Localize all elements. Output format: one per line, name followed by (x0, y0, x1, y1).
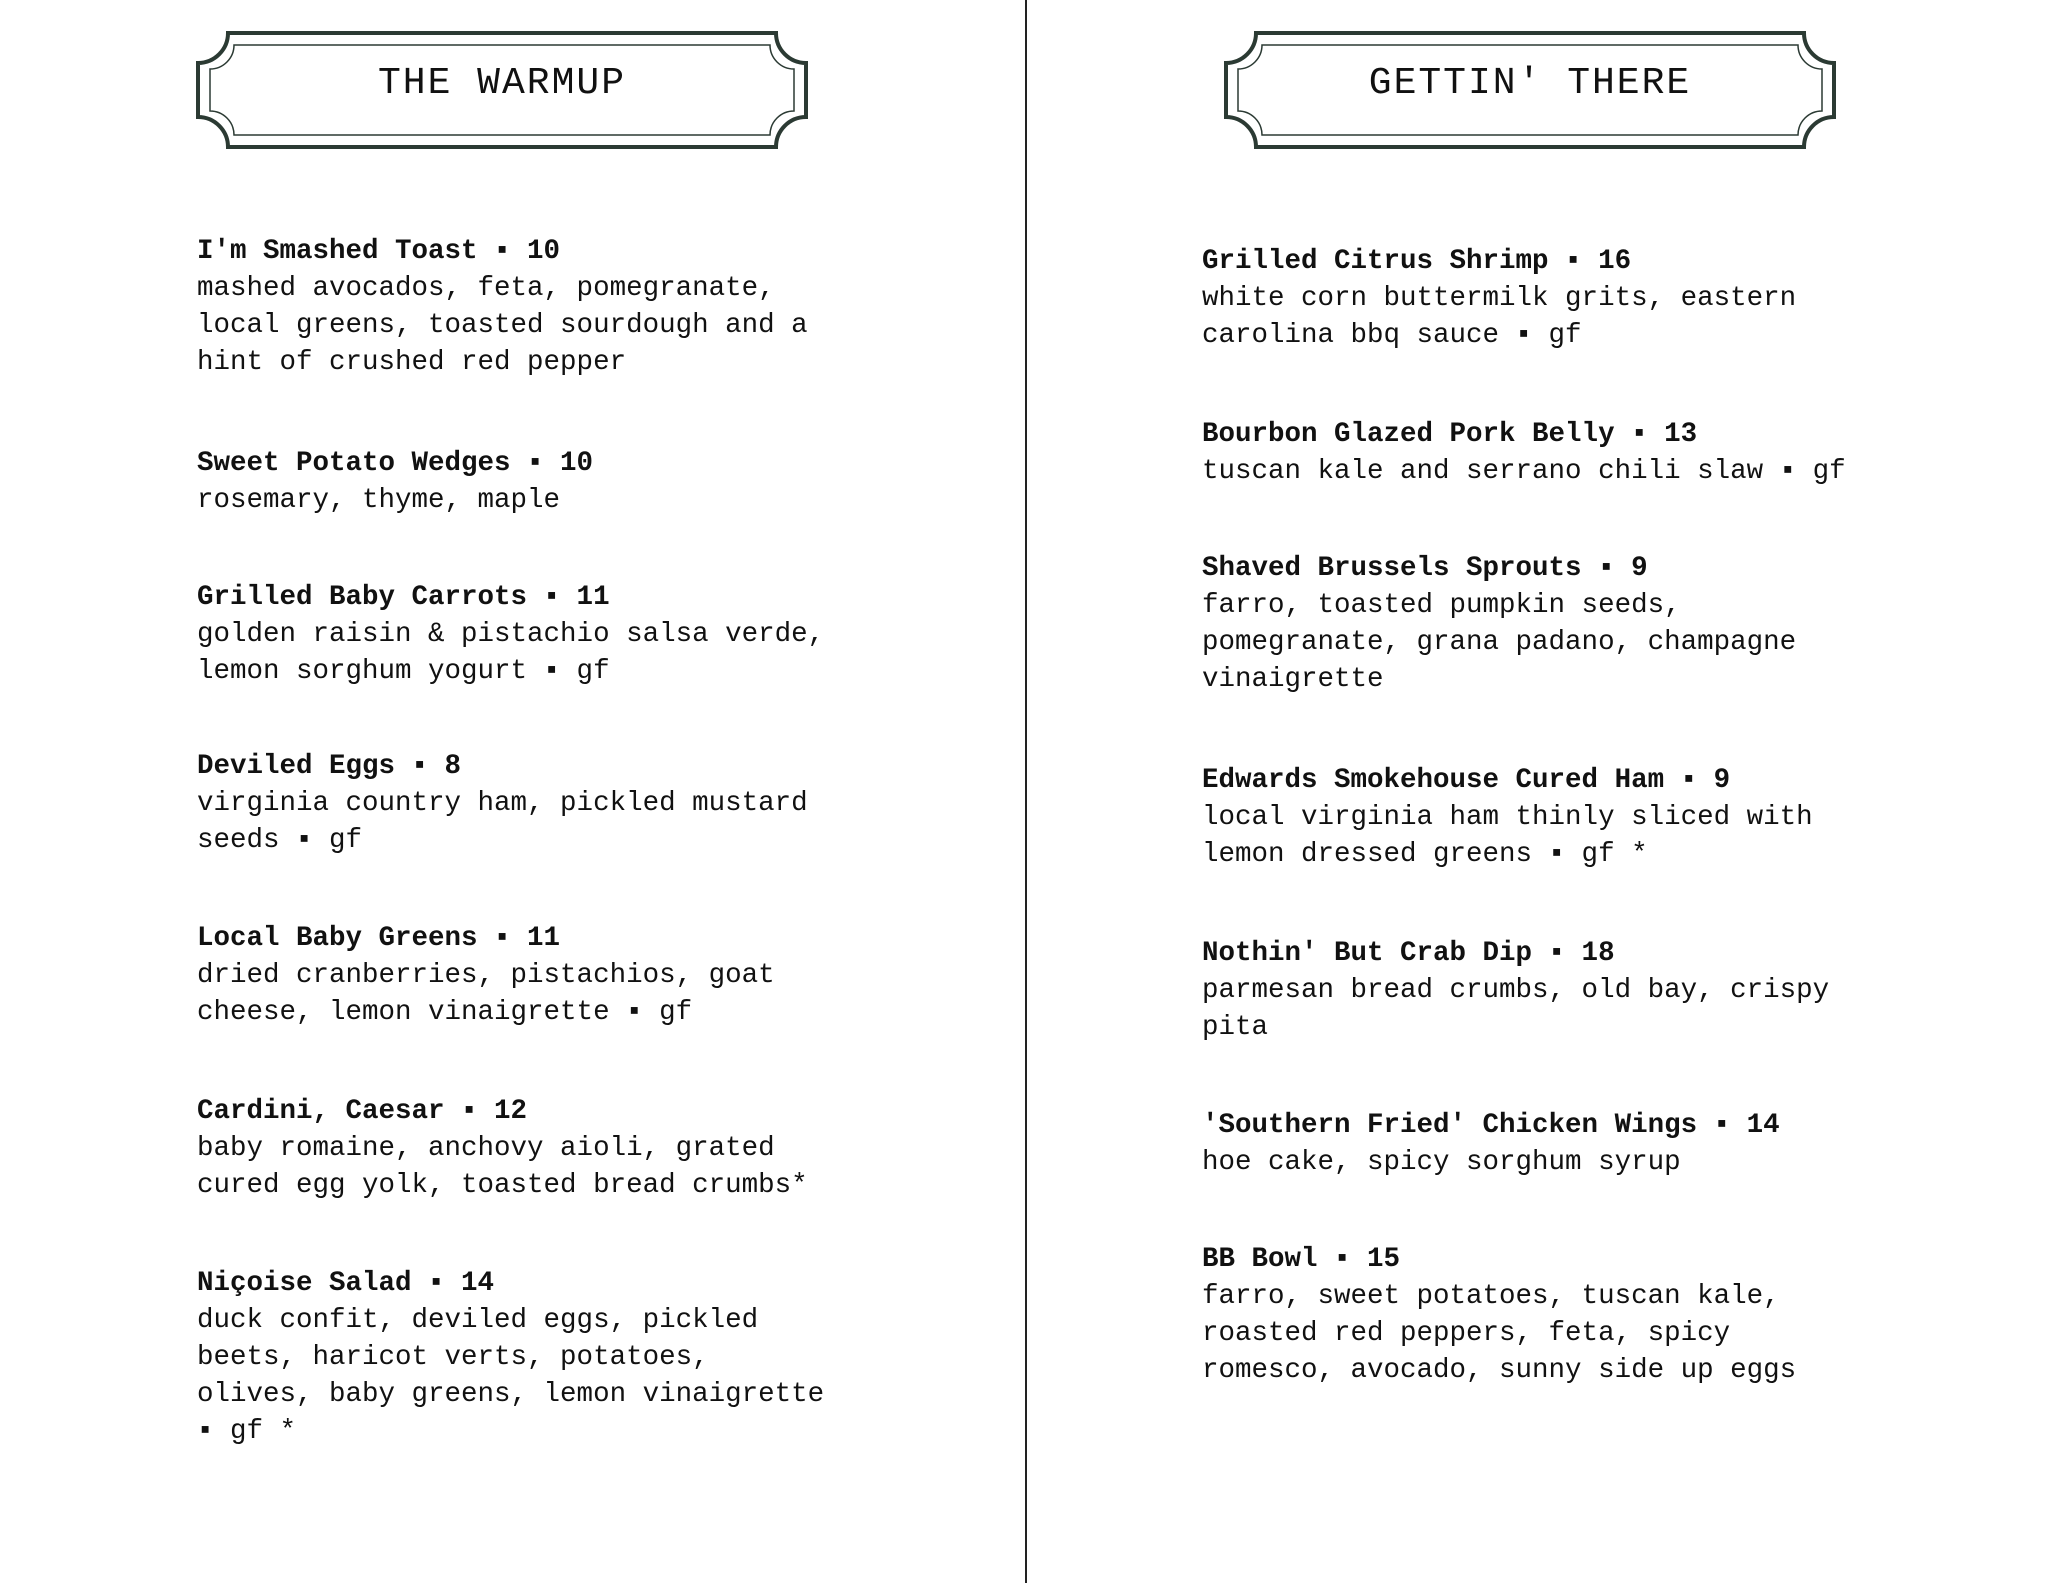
menu-column-right (1026, 0, 2048, 1583)
menu-item-description: duck confit, deviled eggs, pickled beets, haricot verts, potatoes, olives, baby greens, lemon vinaigrette ▪ gf * (197, 1305, 825, 1447)
menu-item-description: baby romaine, anchovy aioli, grated cured egg yolk, toasted bread crumbs* (197, 1133, 808, 1201)
menu-item (197, 233, 897, 381)
menu-item (197, 1265, 897, 1450)
menu-item-title: Edwards Smokehouse Cured Ham ▪ 9 (1202, 765, 1731, 796)
menu-item-description: farro, toasted pumpkin seeds, pomegranate, grana padano, champagne vinaigrette (1202, 590, 1797, 695)
menu-item-description: farro, sweet potatoes, tuscan kale, roasted red peppers, feta, spicy romesco, avocado, sunny side up eggs (1202, 1281, 1797, 1386)
menu-item (1202, 1107, 1922, 1181)
menu-item (1202, 243, 1922, 354)
menu-item-title: Shaved Brussels Sprouts ▪ 9 (1202, 553, 1648, 584)
menu-item-description: rosemary, thyme, maple (197, 485, 561, 516)
menu-item-description: mashed avocados, feta, pomegranate, local greens, toasted sourdough and a hint of crushed red pepper (197, 273, 808, 378)
menu-item-title: BB Bowl ▪ 15 (1202, 1244, 1401, 1275)
menu-item-description: golden raisin & pistachio salsa verde, lemon sorghum yogurt ▪ gf (197, 619, 825, 687)
menu-item-description: hoe cake, spicy sorghum syrup (1202, 1147, 1681, 1178)
menu-item-title: Cardini, Caesar ▪ 12 (197, 1096, 528, 1127)
menu-item (1202, 550, 1922, 698)
menu-item-description: white corn buttermilk grits, eastern carolina bbq sauce ▪ gf (1202, 283, 1797, 351)
menu-item (197, 748, 897, 859)
menu-item-title: Sweet Potato Wedges ▪ 10 (197, 448, 594, 479)
menu-item-description: tuscan kale and serrano chili slaw ▪ gf (1202, 456, 1846, 487)
menu-item-description: dried cranberries, pistachios, goat cheese, lemon vinaigrette ▪ gf (197, 960, 775, 1028)
menu-item (1202, 935, 1922, 1046)
menu-item-title: 'Southern Fried' Chicken Wings ▪ 14 (1202, 1110, 1780, 1141)
menu-item-description: virginia country ham, pickled mustard seeds ▪ gf (197, 788, 808, 856)
menu-item (197, 920, 897, 1031)
menu-item (197, 579, 897, 690)
section-banner-warmup (196, 31, 808, 149)
menu-item-title: Local Baby Greens ▪ 11 (197, 923, 561, 954)
menu-item-description: local virginia ham thinly sliced with lemon dressed greens ▪ gf * (1202, 802, 1813, 870)
menu-item-title: Grilled Citrus Shrimp ▪ 16 (1202, 246, 1632, 277)
menu-item (1202, 762, 1922, 873)
section-title: THE WARMUP (377, 62, 627, 105)
menu-item-title: Grilled Baby Carrots ▪ 11 (197, 582, 610, 613)
menu-item-title: Nothin' But Crab Dip ▪ 18 (1202, 938, 1615, 969)
menu-item-title: I'm Smashed Toast ▪ 10 (197, 236, 561, 267)
menu-item-title: Bourbon Glazed Pork Belly ▪ 13 (1202, 419, 1698, 450)
menu-item-title: Niçoise Salad ▪ 14 (197, 1268, 495, 1299)
menu-item (197, 445, 897, 519)
section-title: GETTIN' THERE (1368, 62, 1692, 105)
menu-item (197, 1093, 897, 1204)
section-banner-gettin-there (1224, 31, 1836, 149)
menu-item-description: parmesan bread crumbs, old bay, crispy pita (1202, 975, 1830, 1043)
menu-item (1202, 1241, 1922, 1389)
menu-item (1202, 416, 1922, 490)
menu-item-title: Deviled Eggs ▪ 8 (197, 751, 462, 782)
